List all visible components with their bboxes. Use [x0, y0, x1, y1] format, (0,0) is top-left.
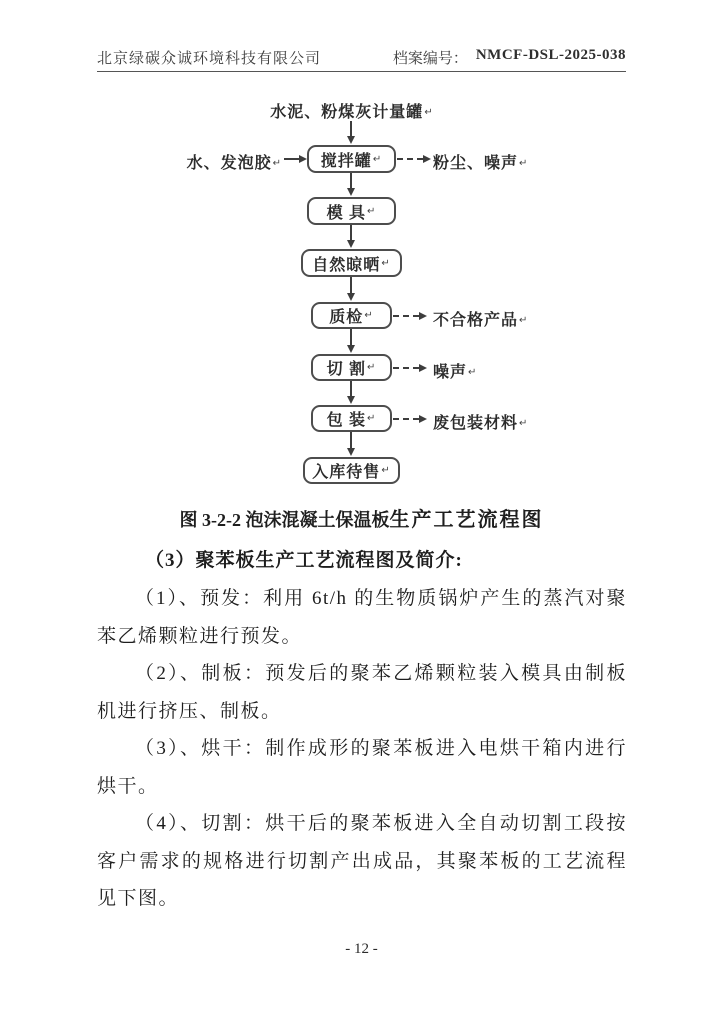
arrow-mixer-to-mould [350, 173, 352, 189]
eol-mark: ↵ [381, 465, 391, 476]
output-text: 粉尘、噪声 [433, 155, 519, 172]
caption-number: 图 3-2-2 [179, 510, 246, 530]
flow-output-noise [433, 359, 477, 382]
eol-mark: ↵ [519, 158, 529, 169]
eol-mark: ↵ [424, 107, 434, 118]
eol-mark: ↵ [519, 315, 529, 326]
flow-source-label [270, 99, 433, 122]
output-text: 不合格产品 [433, 312, 519, 329]
eol-mark: ↵ [519, 418, 529, 429]
body-text [97, 542, 627, 918]
paragraph-board-making: （2）、制板：预发后的聚苯乙烯颗粒装入模具由制板机进行挤压、制板。 [97, 663, 627, 722]
flow-node-packing [311, 405, 392, 432]
eol-mark: ↵ [468, 367, 478, 378]
caption-suffix: 生产工艺流程图 [389, 509, 544, 531]
eol-mark: ↵ [367, 362, 377, 373]
archive-number: NMCF-DSL-2025-038 [475, 47, 626, 63]
flow-node-storage [303, 457, 400, 484]
archive-label: 档案编号： [392, 51, 468, 67]
arrow-drying-to-qc [350, 277, 352, 294]
output-text: 废包装材料 [433, 415, 519, 432]
flow-node-cutting [311, 354, 392, 381]
eol-mark: ↵ [381, 257, 391, 269]
flow-output-rejects [433, 307, 528, 330]
figure-caption [0, 503, 723, 532]
arrow-mould-to-drying [350, 225, 352, 241]
output-text: 噪声 [433, 364, 468, 381]
node-label: 模 具 [326, 204, 367, 222]
node-label: 搅拌罐 [320, 152, 372, 170]
flow-input-text: 水、发泡胶 [186, 155, 272, 172]
paragraph-prefoaming: （1）、预发：利用 6t/h 的生物质锅炉产生的蒸汽对聚苯乙烯颗粒进行预发。 [97, 588, 627, 647]
arrow-packing-to-storage [350, 432, 352, 449]
arrow-qc-to-cutting [350, 329, 352, 346]
section-heading: （3）聚苯板生产工艺流程图及简介: [145, 550, 463, 571]
node-label: 入库待售 [312, 464, 381, 481]
flow-node-mixing-tank [307, 145, 396, 173]
flow-input-label [180, 150, 282, 173]
flow-source-text: 水泥、粉煤灰计量罐 [270, 104, 424, 121]
node-label: 质检 [329, 309, 364, 326]
arrow-cutting-noise [393, 367, 419, 369]
paragraph-cutting: （4）、切割：烘干后的聚苯板进入全自动切割工段按客户需求的规格进行切割产出成品，其聚苯板的工艺流程见下图。 [97, 813, 627, 909]
node-label: 包 装 [326, 412, 367, 429]
arrow-cutting-to-packing [350, 381, 352, 397]
arrow-qc-reject [393, 315, 419, 317]
node-label: 切 割 [326, 361, 367, 378]
flow-node-quality-check [311, 302, 392, 329]
eol-mark: ↵ [372, 153, 383, 165]
flow-node-mould [307, 197, 396, 225]
flow-output-dust-noise [433, 150, 528, 173]
paragraph-drying: （3）、烘干：制作成形的聚苯板进入电烘干箱内进行烘干。 [97, 738, 627, 797]
company-name: 北京绿碳众诚环境科技有限公司 [97, 51, 322, 67]
eol-mark: ↵ [272, 158, 282, 169]
arrow-mixer-emission [397, 158, 423, 160]
caption-subject: 泡沫混凝土保温板 [245, 510, 390, 530]
flow-output-packaging-waste [433, 410, 528, 433]
eol-mark: ↵ [364, 310, 374, 321]
page-number: - 12 - [345, 941, 378, 957]
eol-mark: ↵ [367, 413, 377, 424]
eol-mark: ↵ [367, 205, 377, 217]
arrow-input-to-mixer [284, 158, 299, 160]
arrow-packing-waste [393, 418, 419, 420]
arrow-source-to-mixer [350, 121, 352, 137]
flow-node-natural-drying [301, 249, 402, 277]
node-label: 自然晾晒 [312, 256, 381, 274]
